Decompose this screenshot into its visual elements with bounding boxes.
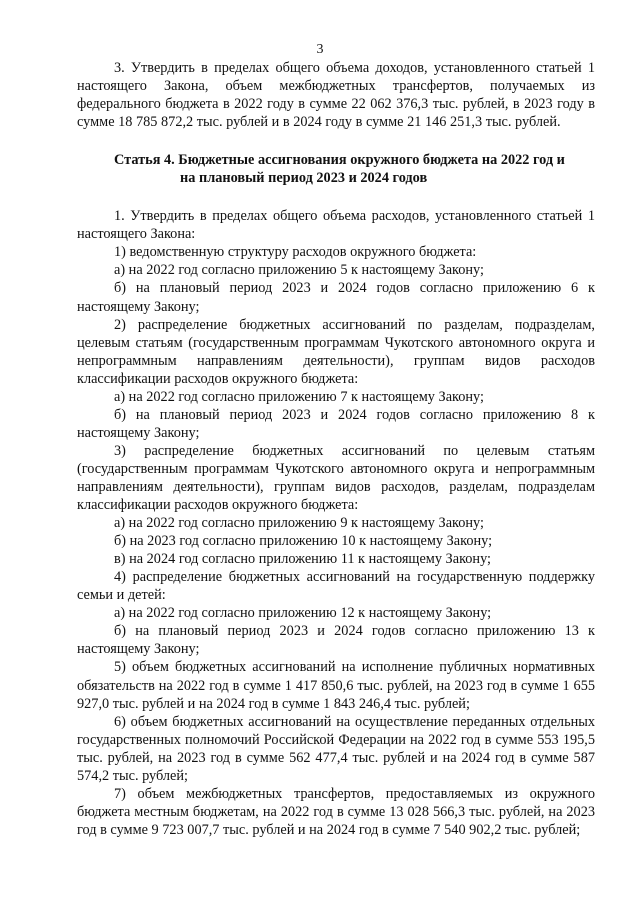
paragraph: 3) распределение бюджетных ассигнований по целевым статьям (государственным программам Чукотского автономного округа и непрограммным направлениям деятельности), группам видов расходов, разделам, подразделам классификации расходов окружного бюджета: [77,442,595,514]
paragraph: 2) распределение бюджетных ассигнований по разделам, подразделам, целевым статьям (государственным программам Чукотского автономного округа и непрограммным направлениям деятельности), группам видов расходов классификации расходов окружного бюджета: [77,316,595,387]
paragraph: а) на 2022 год согласно приложению 5 к настоящему Закону; [114,262,484,279]
paragraph: 1. Утвердить в пределах общего объема расходов, установленного статьей 1 настоящего Закона: [77,208,595,243]
paragraph: 5) объем бюджетных ассигнований на исполнение публичных нормативных обязательств на 2022 год в сумме 1 417 850,6 тыс. рублей, на 2023 год в сумме 1 655 927,0 тыс. рублей и на 2024 год в сумме 1 843 246,4 тыс. рублей; [77,659,595,712]
paragraph: б) на плановый период 2023 и 2024 годов согласно приложению 6 к настоящему Закону; [77,280,595,315]
article-heading-line2: на плановый период 2023 и 2024 годов [180,170,428,187]
intro-paragraph: 3. Утвердить в пределах общего объема доходов, установленного статьей 1 настоящего Закона, объем межбюджетных трансфертов, получаемых из федерального бюджета в 2022 году в сумме 22 062 376,3 тыс. рублей, в 2023 году в сумме 18 785 872,2 тыс. рублей и в 2024 году в сумме 21 146 251,3 тыс. рублей. [77,60,595,131]
paragraph: 6) объем бюджетных ассигнований на осуществление переданных отдельных государственных полномочий Российской Федерации на 2022 год в сумме 553 195,5 тыс. рублей, на 2023 год в сумме 562 477,4 тыс. рублей и на 2024 год в сумме 587 574,2 тыс. рублей; [77,713,595,784]
paragraph: б) на 2023 год согласно приложению 10 к настоящему Закону; [114,533,493,550]
paragraph: в) на 2024 год согласно приложению 11 к настоящему Закону; [114,551,492,568]
article-heading [77,151,595,187]
document-body [77,59,595,839]
paragraph: а) на 2022 год согласно приложению 7 к настоящему Закону; [114,388,484,405]
paragraph: б) на плановый период 2023 и 2024 годов согласно приложению 8 к настоящему Закону; [77,406,595,441]
paragraph: а) на 2022 год согласно приложению 12 к настоящему Закону; [114,605,492,622]
article-heading-line1: Статья 4. Бюджетные ассигнования окружного бюджета на 2022 год и [114,152,565,169]
paragraph: 4) распределение бюджетных ассигнований на государственную поддержку семьи и детей: [77,569,595,604]
paragraph: 7) объем межбюджетных трансфертов, предоставляемых из окружного бюджета местным бюджетам, на 2022 год в сумме 13 028 566,3 тыс. рублей, на 2023 год в сумме 9 723 007,7 тыс. рублей и на 2024 год в сумме 7 540 902,2 тыс. рублей; [77,785,595,838]
page-number: 3 [316,42,324,57]
paragraph: б) на плановый период 2023 и 2024 годов согласно приложению 13 к настоящему Закону; [77,623,595,658]
paragraph: а) на 2022 год согласно приложению 9 к настоящему Закону; [114,515,484,532]
paragraph: 1) ведомственную структуру расходов окружного бюджета: [114,244,477,261]
